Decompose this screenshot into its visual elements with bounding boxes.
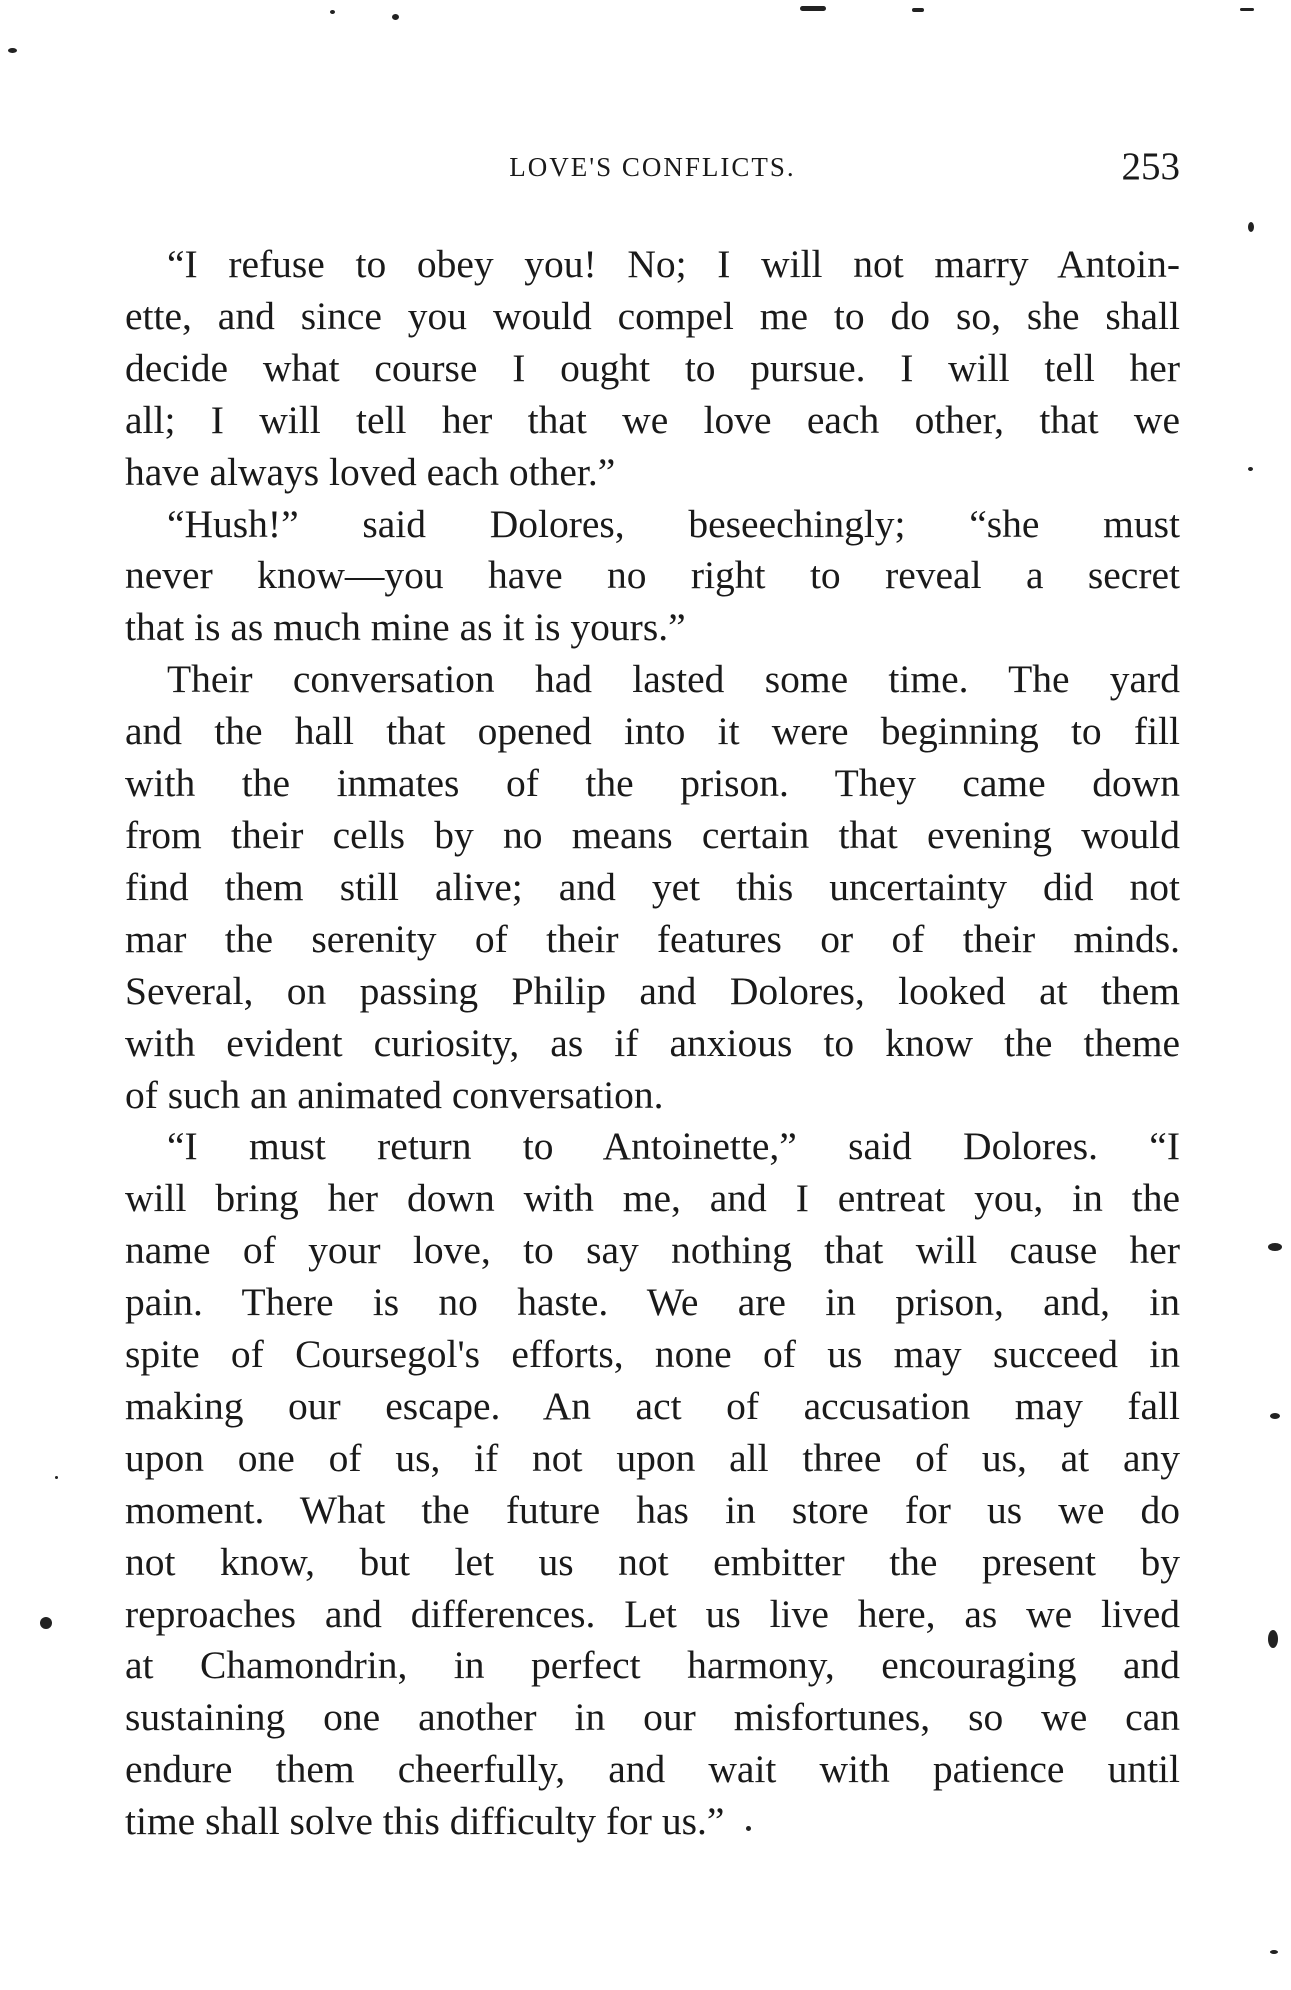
text-line: Their conversation had lasted some time. The yard (167, 657, 1180, 702)
text-line: with evident curiosity, as if anxious to know the theme (125, 1020, 1180, 1065)
scan-speck (1240, 8, 1254, 11)
scan-speck (392, 14, 399, 20)
text-line: all; I will tell her that we love each other, that we (125, 397, 1180, 442)
text-line: making our escape. An act of accusation may fall (125, 1383, 1180, 1428)
text-line: spite of Coursegol's efforts, none of us may succeed in (125, 1332, 1180, 1377)
text-line: have always loved each other.” (125, 449, 616, 494)
text-line: not know, but let us not embitter the present by (125, 1539, 1180, 1584)
text-line: name of your love, to say nothing that will cause her (125, 1228, 1180, 1273)
text-line: at Chamondrin, in perfect harmony, encouraging and (125, 1643, 1180, 1688)
text-line: “Hush!” said Dolores, beseechingly; “she must (167, 501, 1180, 546)
text-line: time shall solve this difficulty for us.” (125, 1799, 725, 1844)
scan-speck (40, 1617, 52, 1629)
paragraph (125, 1121, 1180, 1848)
text-line: of such an animated conversation. (125, 1072, 664, 1117)
scan-speck (746, 1826, 751, 1831)
paragraph (125, 239, 1180, 499)
text-line: ette, and since you would compel me to do so, she shall (125, 293, 1180, 338)
running-head (125, 142, 1180, 192)
scan-speck (1270, 1950, 1278, 1954)
running-title: LOVE'S CONFLICTS. (509, 152, 796, 182)
text-line: that is as much mine as it is yours.” (125, 605, 686, 650)
text-line: with the inmates of the prison. They came down (125, 761, 1180, 806)
text-line: sustaining one another in our misfortunes, so we can (125, 1695, 1180, 1740)
scan-speck (1268, 1630, 1278, 1648)
scan-speck (1248, 467, 1253, 471)
text-line: “I refuse to obey you! No; I will not marry Antoin- (167, 242, 1180, 286)
scan-speck (800, 6, 826, 11)
text-line: and the hall that opened into it were beginning to fill (125, 709, 1180, 754)
text-line: pain. There is no haste. We are in prison, and, in (125, 1280, 1180, 1325)
scan-speck (55, 1476, 58, 1479)
body-text (125, 239, 1180, 1848)
text-line: “I must return to Antoinette,” said Dolores. “I (167, 1124, 1180, 1169)
text-line: from their cells by no means certain that evening would (125, 812, 1180, 857)
paragraph (125, 499, 1180, 655)
paragraph (125, 654, 1180, 1121)
scan-speck (912, 8, 924, 12)
text-line: endure them cheerfully, and wait with patience until (125, 1747, 1180, 1792)
text-line: moment. What the future has in store for us we do (125, 1487, 1180, 1532)
scan-speck (1248, 222, 1254, 232)
scan-speck (1270, 1413, 1280, 1419)
scan-speck (8, 48, 17, 53)
text-line: reproaches and differences. Let us live here, as we lived (125, 1591, 1180, 1636)
scan-speck (1268, 1243, 1282, 1251)
text-line: Several, on passing Philip and Dolores, looked at them (125, 968, 1180, 1013)
text-line: never know—you have no right to reveal a secret (125, 553, 1180, 598)
text-line: find them still alive; and yet this uncertainty did not (125, 864, 1180, 909)
scan-speck (330, 10, 335, 14)
page-number: 253 (1121, 145, 1180, 188)
text-line: upon one of us, if not upon all three of us, at any (125, 1435, 1180, 1480)
text-line: decide what course I ought to pursue. I will tell her (125, 345, 1180, 390)
text-line: mar the serenity of their features or of their minds. (125, 916, 1180, 961)
text-line: will bring her down with me, and I entreat you, in the (125, 1176, 1180, 1221)
